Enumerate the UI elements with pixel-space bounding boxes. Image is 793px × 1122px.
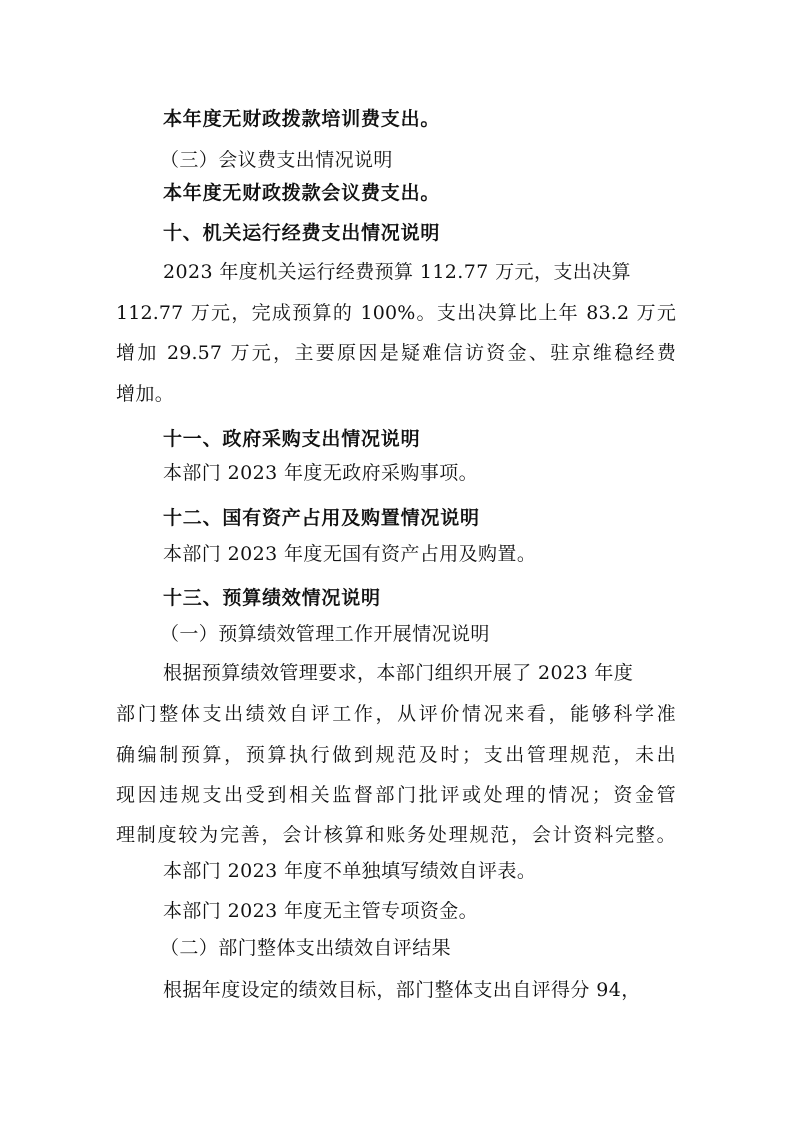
paragraph-line: 确编制预算，预算执行做到规范及时；支出管理规范，未出 xyxy=(116,744,676,766)
paragraph-line: 本部门 2023 年度无政府采购事项。 xyxy=(163,462,479,484)
section-heading-10: 十、机关运行经费支出情况说明 xyxy=(163,222,441,244)
paragraph-line: 2023 年度机关运行经费预算 112.77 万元，支出决算 xyxy=(163,261,631,283)
heading-training-fee: 本年度无财政拨款培训费支出。 xyxy=(163,108,441,130)
subheading-budget-performance: （一）预算绩效管理工作开展情况说明 xyxy=(160,623,490,645)
paragraph-line: 部门整体支出绩效自评工作，从评价情况来看，能够科学准 xyxy=(116,703,676,725)
section-heading-13: 十三、预算绩效情况说明 xyxy=(163,587,381,609)
paragraph-line: 112.77 万元，完成预算的 100%。支出决算比上年 83.2 万元 xyxy=(116,302,676,324)
paragraph-line: 增加。 xyxy=(116,383,175,405)
paragraph-line: 根据预算绩效管理要求，本部门组织开展了 2023 年度 xyxy=(163,662,634,684)
section-heading-12: 十二、国有资产占用及购置情况说明 xyxy=(163,507,480,529)
paragraph-line: 本部门 2023 年度无国有资产占用及购置。 xyxy=(163,543,537,565)
paragraph-line: 本部门 2023 年度不单独填写绩效自评表。 xyxy=(163,860,537,882)
section-heading-11: 十一、政府采购支出情况说明 xyxy=(163,428,421,450)
subheading-self-evaluation: （二）部门整体支出绩效自评结果 xyxy=(160,937,452,959)
paragraph-line: 现因违规支出受到相关监督部门批评或处理的情况；资金管 xyxy=(116,784,676,806)
paragraph-line: 理制度较为完善，会计核算和账务处理规范，会计资料完整。 xyxy=(116,824,676,846)
heading-meeting-fee: 本年度无财政拨款会议费支出。 xyxy=(163,182,441,204)
paragraph-line: 增加 29.57 万元，主要原因是疑难信访资金、驻京维稳经费 xyxy=(116,342,676,364)
paragraph-line: 根据年度设定的绩效目标，部门整体支出自评得分 94， xyxy=(163,979,641,1001)
paragraph-line: 本部门 2023 年度无主管专项资金。 xyxy=(163,900,479,922)
subheading-meeting-fee: （三）会议费支出情况说明 xyxy=(160,149,393,171)
